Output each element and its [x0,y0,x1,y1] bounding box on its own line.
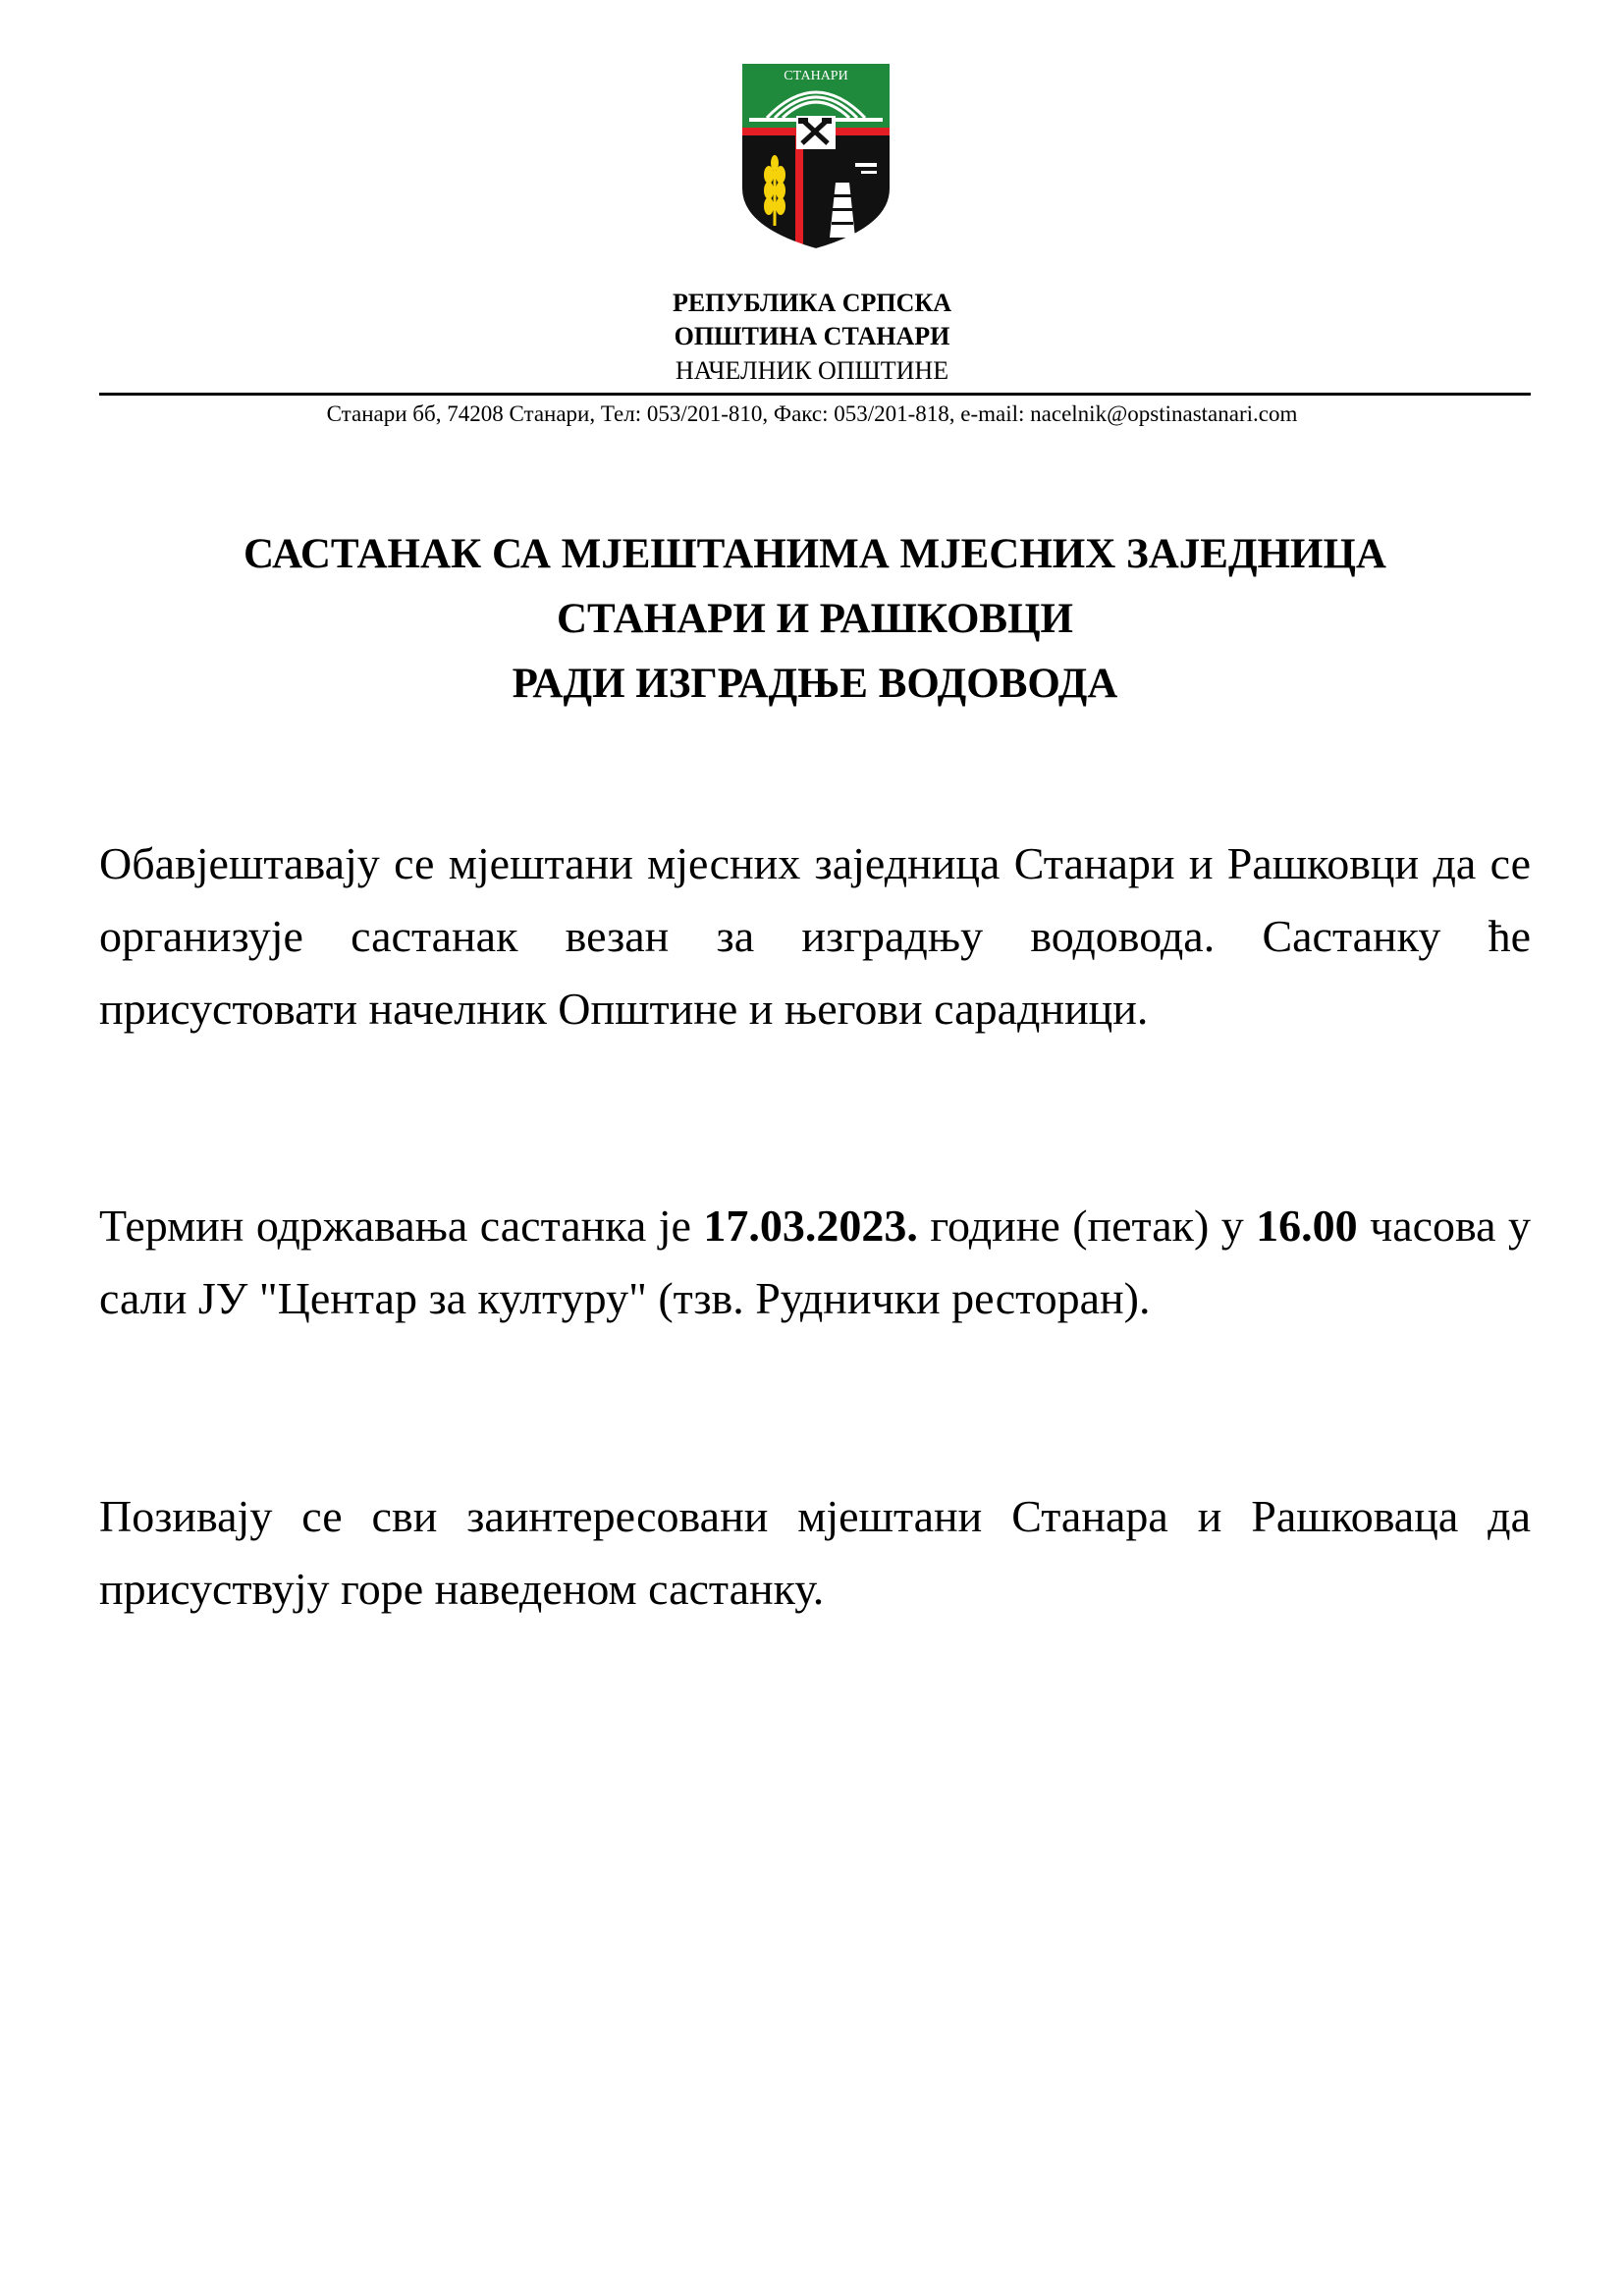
letterhead-municipality: ОПШТИНА СТАНАРИ [674,322,950,350]
notice-paragraph-2 [99,1190,1531,1335]
crest-lettering: СТАНАРИ [784,69,848,83]
letterhead-office: НАЧЕЛНИК ОПШТИНЕ [675,356,949,385]
paragraph-2-text-a: Термин одржавања састанка је [99,1201,704,1251]
paragraph-2-text-c: часова у сали ЈУ "Центар за културу" (тзв. Руднички ресторан). [99,1201,1532,1323]
municipality-coat-of-arms [739,61,893,251]
title-line-1: САСТАНАК СА МЈЕШТАНИМА МЈЕСНИХ ЗАЈЕДНИЦА [244,531,1386,577]
letterhead-divider [99,393,1531,396]
document-title [99,522,1531,717]
letterhead-republic: РЕПУБЛИКА СРПСКА [672,289,952,317]
meeting-time: 16.00 [1256,1201,1358,1251]
meeting-date: 17.03.2023. [703,1201,918,1251]
notice-paragraph-1: Обавјештавају се мјештани мјесних заједница Станари и Рашковци да се организује састанак везан за изградњу водовода. Састанку ће присустовати начелник Општине и његови сарадници. [99,838,1531,1034]
title-line-2: СТАНАРИ И РАШКОВЦИ [557,596,1073,642]
paragraph-2-text-b: године (петак) у [917,1201,1257,1251]
letterhead-contact-line: Станари бб, 74208 Станари, Тел: 053/201-810, Факс: 053/201-818, e-mail: nacelnik@opstinastanari.com [326,401,1298,426]
title-line-3: РАДИ ИЗГРАДЊЕ ВОДОВОДА [512,661,1118,707]
notice-paragraph-3: Позивају се сви заинтересовани мјештани Станара и Рашковаца да присуствују горе наведеном састанку. [99,1491,1531,1614]
